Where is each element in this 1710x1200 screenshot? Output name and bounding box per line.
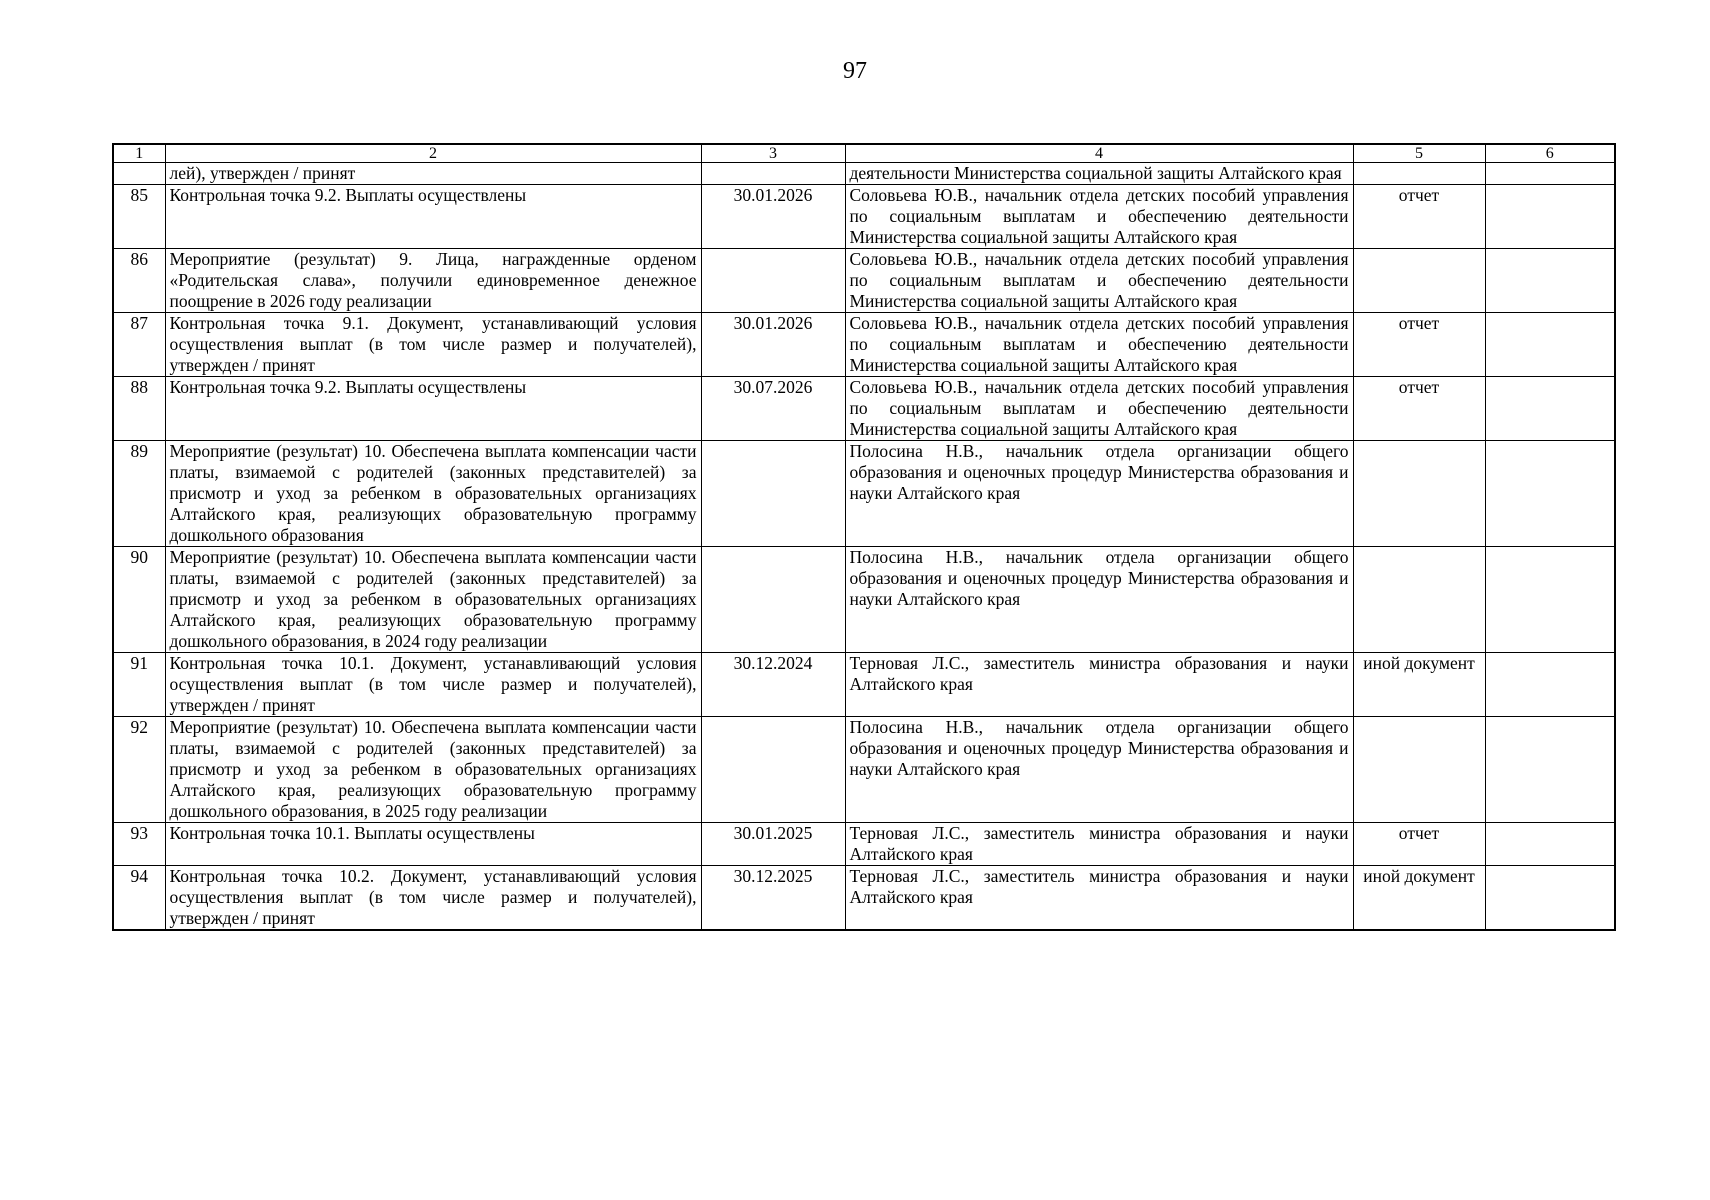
table-row xyxy=(113,185,1615,249)
row-document-type: отчет xyxy=(1353,823,1485,866)
row-document-type: иной документ xyxy=(1353,866,1485,931)
row-document-type xyxy=(1353,249,1485,313)
table-row xyxy=(113,717,1615,823)
row-document-type xyxy=(1353,163,1485,185)
row-number: 91 xyxy=(113,653,165,717)
row-number: 89 xyxy=(113,441,165,547)
row-name: Контрольная точка 9.2. Выплаты осуществлены xyxy=(165,377,701,441)
row-date: 30.01.2026 xyxy=(701,185,845,249)
row-date xyxy=(701,547,845,653)
table-row xyxy=(113,547,1615,653)
row-name: Мероприятие (результат) 9. Лица, награжденные орденом «Родительская слава», получили единовременное денежное поощрение в 2026 году реализации xyxy=(165,249,701,313)
row-responsible: Полосина Н.В., начальник отдела организации общего образования и оценочных процедур Министерства образования и науки Алтайского края xyxy=(845,717,1353,823)
column-number-row xyxy=(113,144,1615,163)
row-responsible: Соловьева Ю.В., начальник отдела детских пособий управления по социальным выплатам и обеспечению деятельности Министерства социальной защиты Алтайского края xyxy=(845,249,1353,313)
page-number: 97 xyxy=(843,58,867,84)
row-name: Контрольная точка 9.2. Выплаты осуществлены xyxy=(165,185,701,249)
row-date: 30.01.2026 xyxy=(701,313,845,377)
row-number: 85 xyxy=(113,185,165,249)
row-number: 88 xyxy=(113,377,165,441)
row-responsible: Соловьева Ю.В., начальник отдела детских пособий управления по социальным выплатам и обеспечению деятельности Министерства социальной защиты Алтайского края xyxy=(845,185,1353,249)
row-date xyxy=(701,717,845,823)
row-extra xyxy=(1485,377,1615,441)
column-header: 2 xyxy=(165,144,701,163)
row-extra xyxy=(1485,823,1615,866)
row-name: Контрольная точка 10.1. Выплаты осуществлены xyxy=(165,823,701,866)
column-header: 4 xyxy=(845,144,1353,163)
row-number: 94 xyxy=(113,866,165,931)
row-responsible: Соловьева Ю.В., начальник отдела детских пособий управления по социальным выплатам и обеспечению деятельности Министерства социальной защиты Алтайского края xyxy=(845,313,1353,377)
row-extra xyxy=(1485,313,1615,377)
row-date: 30.12.2024 xyxy=(701,653,845,717)
table-row xyxy=(113,653,1615,717)
row-extra xyxy=(1485,866,1615,931)
row-document-type: отчет xyxy=(1353,377,1485,441)
column-header: 5 xyxy=(1353,144,1485,163)
row-responsible: Терновая Л.С., заместитель министра образования и науки Алтайского края xyxy=(845,653,1353,717)
table-row xyxy=(113,823,1615,866)
row-extra xyxy=(1485,249,1615,313)
column-header: 6 xyxy=(1485,144,1615,163)
table-row xyxy=(113,866,1615,931)
row-responsible: Терновая Л.С., заместитель министра образования и науки Алтайского края xyxy=(845,823,1353,866)
column-header: 3 xyxy=(701,144,845,163)
table-row xyxy=(113,163,1615,185)
row-responsible: Полосина Н.В., начальник отдела организации общего образования и оценочных процедур Министерства образования и науки Алтайского края xyxy=(845,547,1353,653)
row-responsible: деятельности Министерства социальной защиты Алтайского края xyxy=(845,163,1353,185)
table-row xyxy=(113,249,1615,313)
table-row xyxy=(113,313,1615,377)
row-document-type: отчет xyxy=(1353,313,1485,377)
table-row xyxy=(113,441,1615,547)
row-name: Мероприятие (результат) 10. Обеспечена выплата компенсации части платы, взимаемой с родителей (законных представителей) за присмотр и уход за ребенком в образовательных организациях Алтайского края, реализующих образовательную программу дошкольного образования, в 2024 году реализации xyxy=(165,547,701,653)
row-number: 90 xyxy=(113,547,165,653)
row-date xyxy=(701,441,845,547)
row-responsible: Соловьева Ю.В., начальник отдела детских пособий управления по социальным выплатам и обеспечению деятельности Министерства социальной защиты Алтайского края xyxy=(845,377,1353,441)
row-extra xyxy=(1485,185,1615,249)
row-date: 30.12.2025 xyxy=(701,866,845,931)
row-extra xyxy=(1485,163,1615,185)
row-responsible: Полосина Н.В., начальник отдела организации общего образования и оценочных процедур Министерства образования и науки Алтайского края xyxy=(845,441,1353,547)
row-number: 93 xyxy=(113,823,165,866)
row-name: Контрольная точка 9.1. Документ, устанавливающий условия осуществления выплат (в том числе размер и получателей), утвержден / принят xyxy=(165,313,701,377)
row-name: Контрольная точка 10.2. Документ, устанавливающий условия осуществления выплат (в том числе размер и получателей), утвержден / принят xyxy=(165,866,701,931)
row-responsible: Терновая Л.С., заместитель министра образования и науки Алтайского края xyxy=(845,866,1353,931)
row-extra xyxy=(1485,441,1615,547)
row-number: 87 xyxy=(113,313,165,377)
row-name: Мероприятие (результат) 10. Обеспечена выплата компенсации части платы, взимаемой с родителей (законных представителей) за присмотр и уход за ребенком в образовательных организациях Алтайского края, реализующих образовательную программу дошкольного образования xyxy=(165,441,701,547)
row-document-type xyxy=(1353,441,1485,547)
row-document-type xyxy=(1353,547,1485,653)
row-document-type: отчет xyxy=(1353,185,1485,249)
row-extra xyxy=(1485,547,1615,653)
row-extra xyxy=(1485,653,1615,717)
row-document-type: иной документ xyxy=(1353,653,1485,717)
row-date xyxy=(701,249,845,313)
row-name: Мероприятие (результат) 10. Обеспечена выплата компенсации части платы, взимаемой с родителей (законных представителей) за присмотр и уход за ребенком в образовательных организациях Алтайского края, реализующих образовательную программу дошкольного образования, в 2025 году реализации xyxy=(165,717,701,823)
column-header: 1 xyxy=(113,144,165,163)
table-row xyxy=(113,377,1615,441)
row-date: 30.01.2025 xyxy=(701,823,845,866)
row-extra xyxy=(1485,717,1615,823)
row-name: Контрольная точка 10.1. Документ, устанавливающий условия осуществления выплат (в том числе размер и получателей), утвержден / принят xyxy=(165,653,701,717)
activities-table xyxy=(112,143,1616,931)
row-name: лей), утвержден / принят xyxy=(165,163,701,185)
row-number: 92 xyxy=(113,717,165,823)
row-document-type xyxy=(1353,717,1485,823)
row-date xyxy=(701,163,845,185)
row-number xyxy=(113,163,165,185)
row-date: 30.07.2026 xyxy=(701,377,845,441)
row-number: 86 xyxy=(113,249,165,313)
